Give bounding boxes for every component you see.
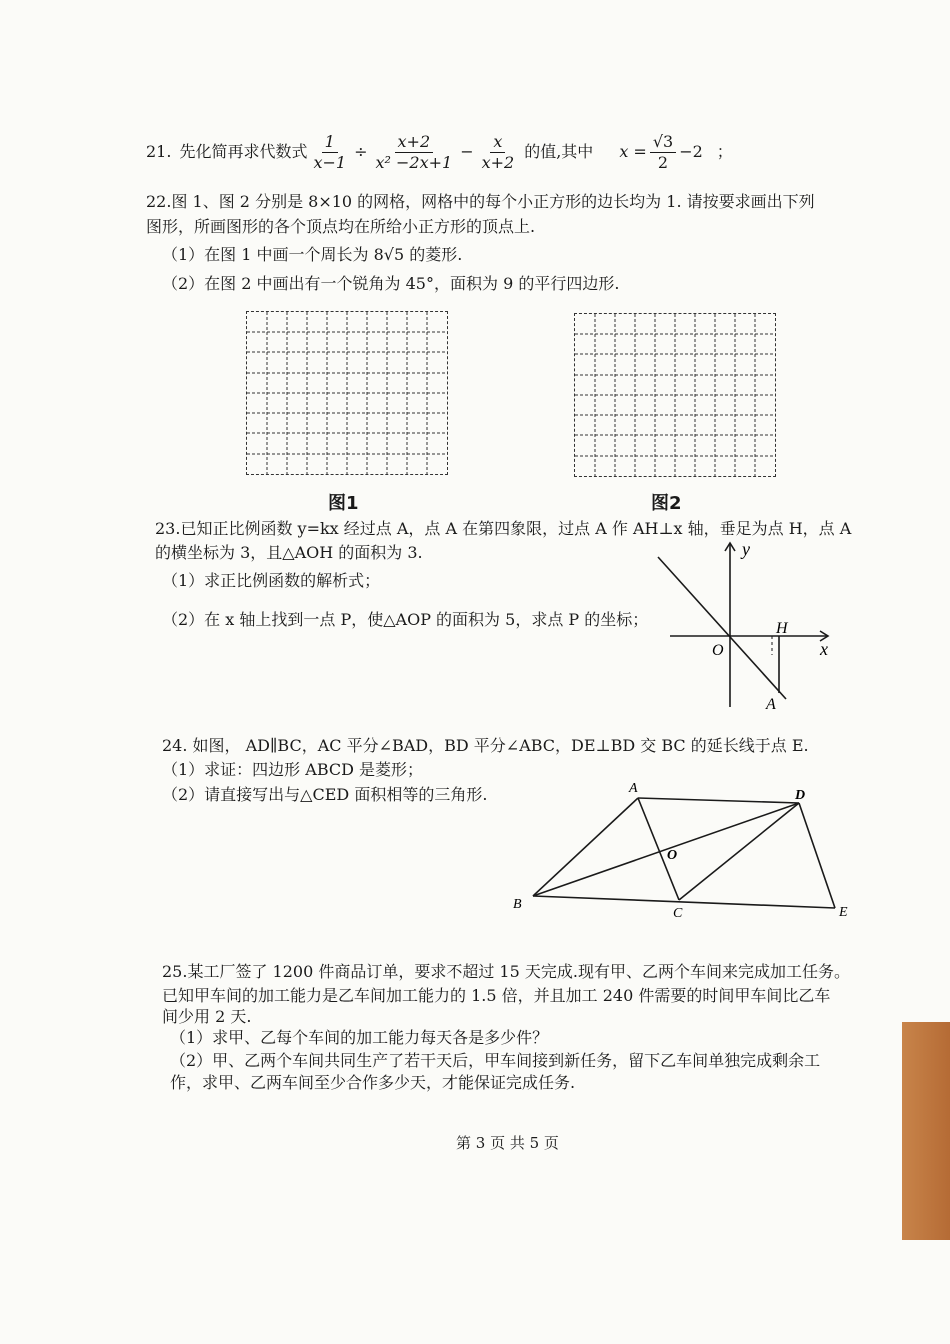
q25-part-2a: （2）甲、乙两个车间共同生产了若干天后，甲车间接到新任务，留下乙车间单独完成剩余工 — [170, 1051, 821, 1070]
line-y-kx — [658, 557, 786, 699]
label-b: B — [513, 897, 522, 912]
q25-part-1: （1）求甲、乙每个车间的加工能力每天各是多少件？ — [170, 1028, 549, 1047]
label-e: E — [839, 905, 848, 920]
grid-figure-1 — [246, 311, 448, 475]
q21-f2-numerator: x+2 — [395, 132, 434, 153]
q21-minus: − — [460, 142, 474, 161]
label-o: O — [667, 848, 678, 863]
segment-cd — [679, 803, 799, 900]
label-c: C — [673, 906, 683, 921]
segment-ad — [638, 798, 799, 803]
scan-edge-strip — [902, 1022, 950, 1240]
q21-number: 21. — [146, 142, 172, 161]
q22-line-1: 22.图 1、图 2 分别是 8×10 的网格，网格中的每个小正方形的边长均为 1. 请按要求画出下列 — [146, 192, 815, 211]
q23-part-1: （1）求正比例函数的解析式； — [162, 571, 381, 590]
q21-f4-numerator: √3 — [650, 132, 676, 153]
q21-f1-numerator: 1 — [322, 132, 338, 153]
label-h: H — [776, 620, 788, 637]
q21-minus-two: −2 — [679, 142, 703, 161]
q21-semicolon: ； — [716, 142, 733, 161]
q21-text: 先化简再求代数式 — [179, 142, 308, 161]
q25-line-3: 间少用 2 天. — [162, 1007, 252, 1026]
q21-divide: ÷ — [354, 142, 368, 161]
grid-figure-1-lines — [247, 312, 447, 474]
q23-line-2: 的横坐标为 3，且△AOH 的面积为 3. — [155, 543, 423, 562]
q25-part-2b: 作，求甲、乙两车间至少合作多少天，才能保证完成任务. — [170, 1073, 576, 1092]
q24-part-2: （2）请直接写出与△CED 面积相等的三角形. — [162, 785, 488, 804]
q22-line-2: 图形，所画图形的各个顶点均在所给小正方形的顶点上. — [146, 217, 536, 236]
page-number: 第 3 页 共 5 页 — [456, 1134, 559, 1152]
q22-part-1: （1）在图 1 中画一个周长为 8√5 的菱形. — [162, 245, 463, 264]
label-y: y — [742, 539, 750, 559]
label-d: D — [795, 788, 806, 803]
segment-de — [799, 803, 835, 908]
q21-f2-denominator: x² −2x+1 — [375, 152, 453, 172]
label-a: A — [629, 781, 638, 796]
label-o: O — [712, 642, 724, 659]
q23-line-1: 23.已知正比例函数 y=kx 经过点 A，点 A 在第四象限，过点 A 作 AH⊥x 轴，垂足为点 H，点 A — [155, 519, 852, 538]
q23-part-2: （2）在 x 轴上找到一点 P，使△AOP 的面积为 5，求点 P 的坐标； — [162, 610, 649, 629]
segment-ab — [533, 798, 638, 896]
q21-f1-denominator: x−1 — [313, 152, 347, 172]
q24-part-1: （1）求证：四边形 ABCD 是菱形； — [162, 760, 424, 779]
figure-1-caption: 图1 — [328, 493, 359, 514]
q21-x-equals: x = — [619, 142, 647, 161]
grid-figure-2-lines — [575, 314, 775, 476]
segment-bd — [533, 803, 799, 896]
q21-f4-denominator: 2 — [657, 152, 669, 172]
q24-geometry-diagram — [505, 775, 855, 925]
q23-coordinate-diagram — [640, 535, 840, 715]
q25-line-2: 已知甲车间的加工能力是乙车间加工能力的 1.5 倍，并且加工 240 件需要的时间甲车间比乙车 — [162, 986, 831, 1005]
q22-part-2: （2）在图 2 中画出有一个锐角为 45°，面积为 9 的平行四边形. — [162, 274, 620, 293]
q21-fraction-3 — [479, 132, 518, 173]
q21-tail: 的值,其中 — [524, 142, 594, 161]
segment-be — [533, 896, 835, 908]
q21-fraction-2 — [372, 132, 455, 173]
q21-fraction-4 — [650, 132, 676, 173]
label-x: x — [820, 639, 828, 659]
figure-2-caption: 图2 — [651, 493, 682, 514]
question-21 — [146, 128, 733, 176]
label-a: A — [766, 696, 776, 713]
q21-fraction-1 — [310, 132, 349, 173]
q21-f3-denominator: x+2 — [481, 152, 515, 172]
q24-line-1: 24. 如图， AD∥BC，AC 平分∠BAD，BD 平分∠ABC，DE⊥BD 交 BC 的延长线于点 E. — [162, 736, 809, 755]
grid-figure-2 — [574, 313, 776, 477]
q25-line-1: 25.某工厂签了 1200 件商品订单，要求不超过 15 天完成.现有甲、乙两个车间来完成加工任务。 — [162, 962, 850, 981]
q21-f3-numerator: x — [490, 132, 505, 153]
